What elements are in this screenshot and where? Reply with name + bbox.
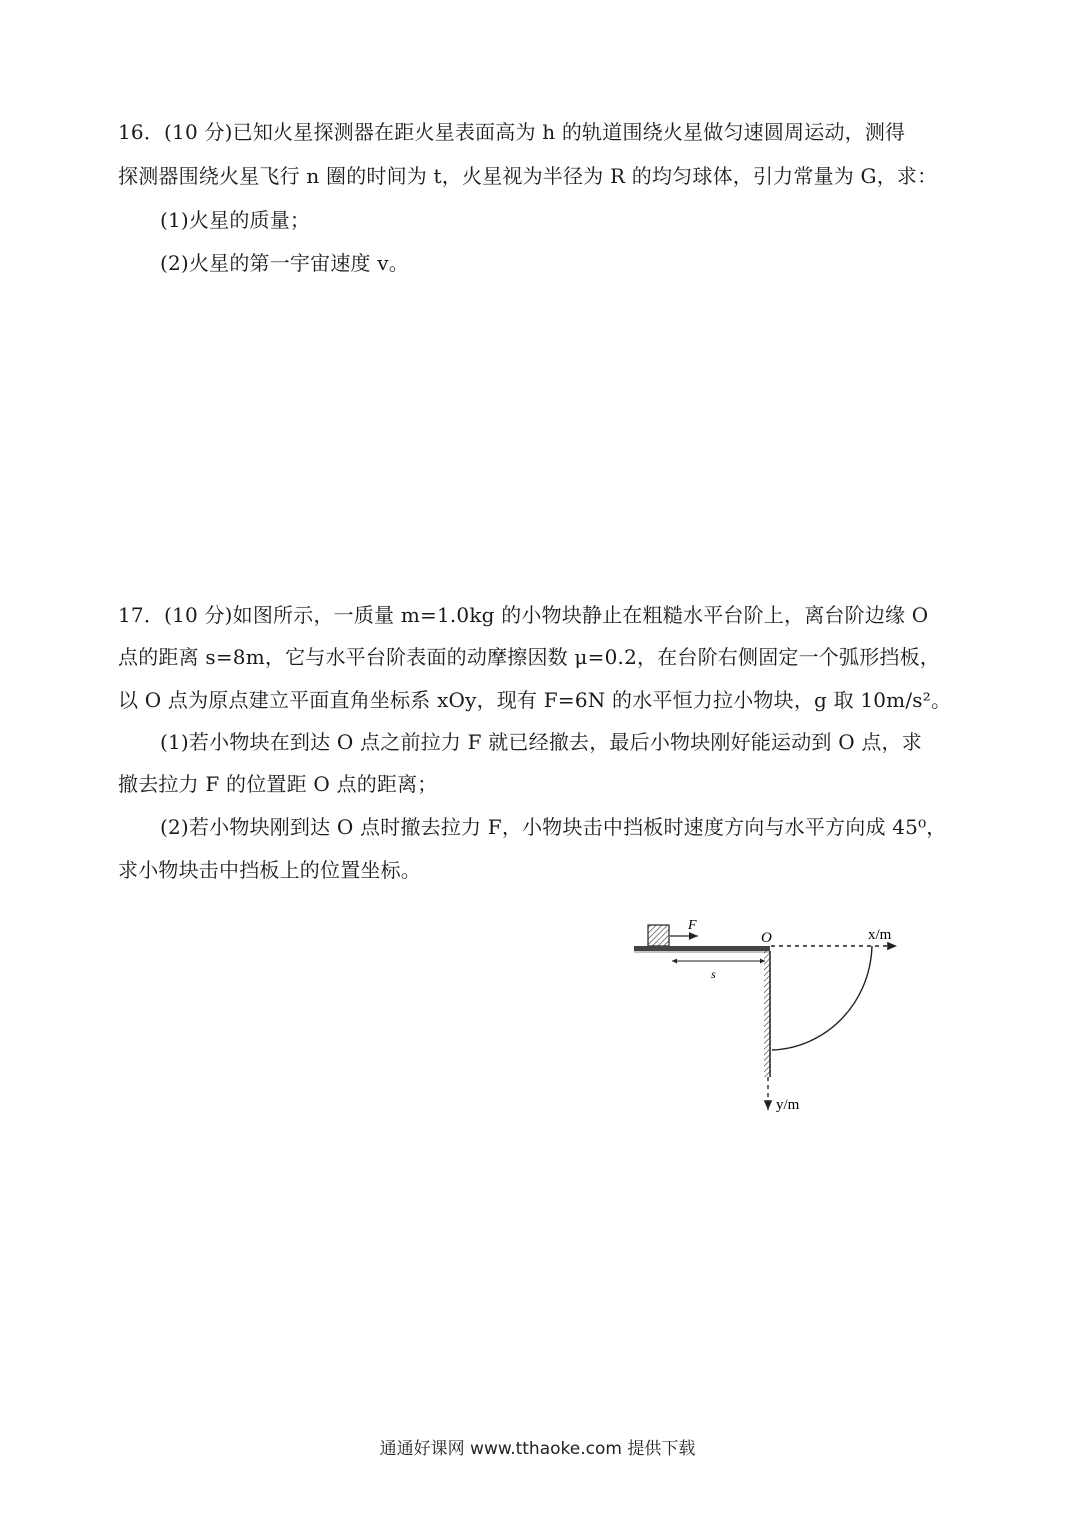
label-s: s xyxy=(711,967,716,981)
q17-part-2-line-2: 求小物块击中挡板上的位置坐标。 xyxy=(118,858,421,882)
q16-line-1: 16．(10 分)已知火星探测器在距火星表面高为 h 的轨道围绕火星做匀速圆周运动，测得 xyxy=(118,120,906,144)
q17-line-2: 点的距离 s=8m，它与水平台阶表面的动摩擦因数 μ=0.2，在台阶右侧固定一个弧形挡板， xyxy=(118,645,940,669)
q16-part-2: (2)火星的第一宇宙速度 v。 xyxy=(160,251,409,275)
q16-part-1: (1)火星的质量； xyxy=(160,208,311,232)
arc-baffle xyxy=(772,946,872,1050)
q17-part-1-line-2: 撤去拉力 F 的位置距 O 点的距离； xyxy=(118,772,438,796)
q16-line-2: 探测器围绕火星飞行 n 圈的时间为 t，火星视为半径为 R 的均匀球体，引力常量为 G，求： xyxy=(118,164,938,188)
q17-line-3: 以 O 点为原点建立平面直角坐标系 xOy，现有 F=6N 的水平恒力拉小物块，g 取 10m/s²。 xyxy=(118,688,952,712)
q17-part-1-line-1: (1)若小物块在到达 O 点之前拉力 F 就已经撤去，最后小物块刚好能运动到 O 点，求 xyxy=(160,730,922,754)
physics-diagram xyxy=(625,905,915,1120)
footer-credit: 通通好课网 www.tthaoke.com 提供下载 xyxy=(379,1439,696,1459)
step-surface xyxy=(634,946,770,951)
block xyxy=(648,925,669,946)
q17-part-2-line-1: (2)若小物块刚到达 O 点时撤去拉力 F，小物块击中挡板时速度方向与水平方向成 45⁰， xyxy=(160,815,947,839)
q17-line-1: 17．(10 分)如图所示，一质量 m=1.0kg 的小物块静止在粗糙水平台阶上，离台阶边缘 O xyxy=(118,603,929,627)
label-O: O xyxy=(761,930,772,946)
label-F: F xyxy=(688,918,697,933)
label-y: y/m xyxy=(776,1097,800,1113)
label-x: x/m xyxy=(868,927,892,943)
